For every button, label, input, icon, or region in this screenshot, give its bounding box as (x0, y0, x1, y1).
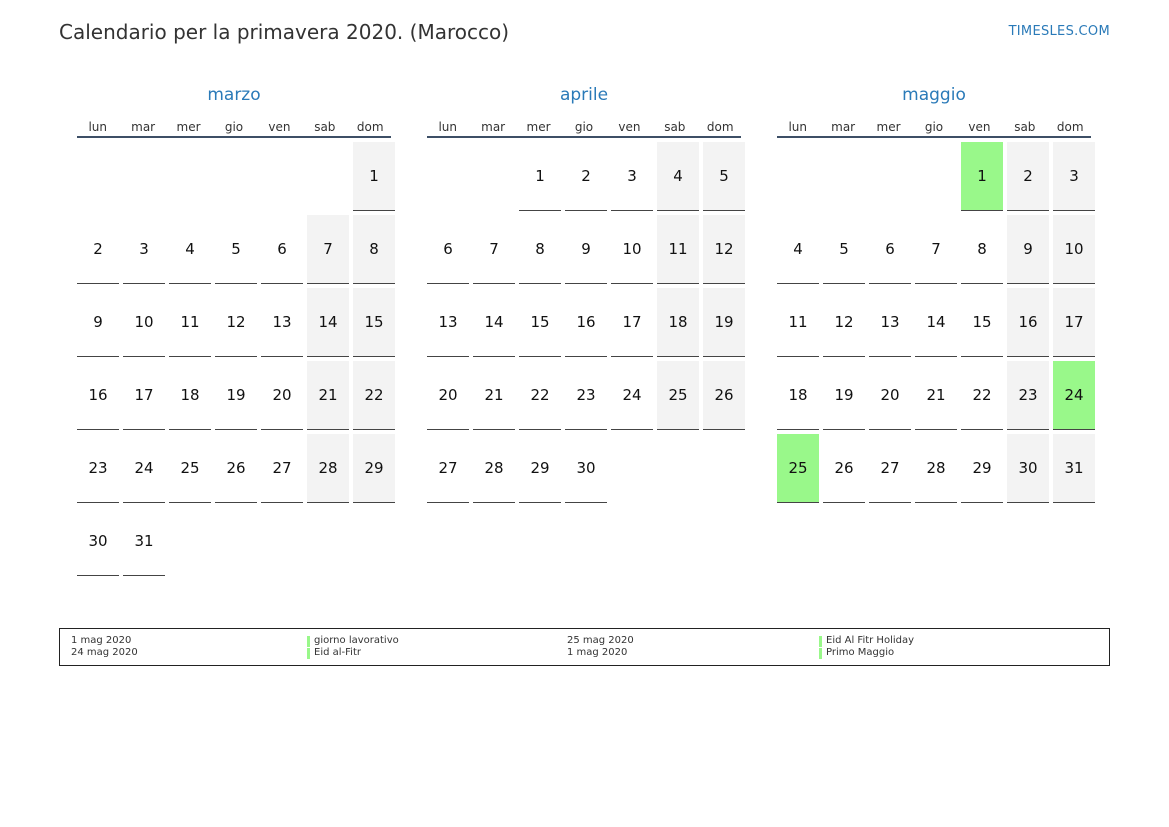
day-cell: 16 (565, 288, 607, 357)
day-cell: 22 (961, 361, 1003, 430)
empty-cell (869, 142, 911, 211)
day-cell: 4 (657, 142, 699, 211)
day-cell: 2 (1007, 142, 1049, 211)
weekday-label: ven (268, 120, 291, 134)
day-cell: 24 (611, 361, 653, 430)
day-cell: 28 (915, 434, 957, 503)
weekday-label: dom (356, 120, 384, 134)
day-cell: 4 (777, 215, 819, 284)
day-cell: 10 (1053, 215, 1095, 284)
day-cell: 3 (611, 142, 653, 211)
day-cell: 17 (1053, 288, 1095, 357)
weekday-label: sab (664, 120, 686, 134)
day-cell: 15 (961, 288, 1003, 357)
day-cell: 27 (261, 434, 303, 503)
day-cell: 6 (261, 215, 303, 284)
empty-cell (427, 142, 469, 211)
day-cell: 4 (169, 215, 211, 284)
weekday-label: mer (176, 120, 201, 134)
day-cell: 17 (123, 361, 165, 430)
day-cell: 11 (169, 288, 211, 357)
day-cell: 10 (611, 215, 653, 284)
day-cell: 30 (1007, 434, 1049, 503)
day-cell: 3 (1053, 142, 1095, 211)
day-cell: 9 (1007, 215, 1049, 284)
day-cell: 19 (703, 288, 745, 357)
day-cell: 12 (823, 288, 865, 357)
day-cell: 7 (307, 215, 349, 284)
page-title: Calendario per la primavera 2020. (Marocco) (59, 20, 509, 44)
day-cell: 8 (353, 215, 395, 284)
day-grid (77, 142, 391, 576)
day-cell: 31 (1053, 434, 1095, 503)
empty-cell (473, 142, 515, 211)
holiday-day-cell: 25 (777, 434, 819, 503)
empty-cell (215, 142, 257, 211)
day-cell: 6 (869, 215, 911, 284)
day-cell: 12 (215, 288, 257, 357)
weekday-label: mar (131, 120, 156, 134)
day-cell: 23 (77, 434, 119, 503)
day-cell: 20 (261, 361, 303, 430)
day-cell: 30 (77, 507, 119, 576)
weekday-label: mer (876, 120, 901, 134)
weekday-label: gio (924, 120, 944, 134)
empty-cell (823, 142, 865, 211)
weekday-label: gio (574, 120, 594, 134)
month-marzo (77, 84, 391, 576)
day-cell: 11 (777, 288, 819, 357)
day-cell: 8 (519, 215, 561, 284)
holiday-day-cell: 24 (1053, 361, 1095, 430)
weekday-label: mar (481, 120, 506, 134)
day-cell: 23 (1007, 361, 1049, 430)
empty-cell (307, 142, 349, 211)
day-cell: 1 (353, 142, 395, 211)
month-name: maggio (902, 85, 966, 105)
day-cell: 14 (473, 288, 515, 357)
holiday-legend (59, 628, 1110, 666)
weekday-label: mar (831, 120, 856, 134)
empty-cell (777, 142, 819, 211)
day-cell: 5 (823, 215, 865, 284)
holiday-day-cell: 1 (961, 142, 1003, 211)
legend-name: Eid Al Fitr Holiday (819, 635, 914, 647)
day-cell: 31 (123, 507, 165, 576)
day-cell: 17 (611, 288, 653, 357)
day-cell: 29 (353, 434, 395, 503)
day-cell: 9 (565, 215, 607, 284)
day-cell: 7 (915, 215, 957, 284)
day-cell: 7 (473, 215, 515, 284)
day-cell: 29 (961, 434, 1003, 503)
day-cell: 21 (915, 361, 957, 430)
day-cell: 10 (123, 288, 165, 357)
day-cell: 14 (915, 288, 957, 357)
weekday-label: dom (706, 120, 734, 134)
empty-cell (77, 142, 119, 211)
day-cell: 18 (657, 288, 699, 357)
day-cell: 16 (77, 361, 119, 430)
day-cell: 13 (869, 288, 911, 357)
empty-cell (261, 142, 303, 211)
day-cell: 15 (353, 288, 395, 357)
empty-cell (123, 142, 165, 211)
day-cell: 13 (427, 288, 469, 357)
legend-date: 1 mag 2020 (71, 635, 132, 646)
site-link[interactable]: TIMESLES.COM (1008, 24, 1110, 39)
legend-name: giorno lavorativo (307, 635, 399, 647)
day-cell: 26 (703, 361, 745, 430)
weekday-label: lun (788, 120, 807, 134)
legend-name: Primo Maggio (819, 647, 914, 659)
legend-names-left (307, 635, 399, 659)
day-cell: 18 (169, 361, 211, 430)
day-cell: 26 (823, 434, 865, 503)
month-maggio (777, 84, 1091, 503)
day-cell: 16 (1007, 288, 1049, 357)
day-cell: 21 (307, 361, 349, 430)
weekday-label: ven (968, 120, 991, 134)
day-cell: 13 (261, 288, 303, 357)
day-cell: 28 (473, 434, 515, 503)
day-cell: 27 (427, 434, 469, 503)
day-cell: 26 (215, 434, 257, 503)
day-cell: 19 (215, 361, 257, 430)
weekday-header (77, 112, 391, 138)
legend-date: 25 mag 2020 (567, 635, 634, 646)
day-cell: 29 (519, 434, 561, 503)
day-cell: 2 (77, 215, 119, 284)
day-cell: 12 (703, 215, 745, 284)
day-cell: 27 (869, 434, 911, 503)
day-cell: 14 (307, 288, 349, 357)
empty-cell (915, 142, 957, 211)
weekday-label: sab (1014, 120, 1036, 134)
weekday-label: mer (526, 120, 551, 134)
legend-names-right (819, 635, 914, 659)
day-cell: 5 (703, 142, 745, 211)
weekday-label: gio (224, 120, 244, 134)
day-cell: 5 (215, 215, 257, 284)
legend-date: 1 mag 2020 (567, 647, 628, 658)
weekday-header (777, 112, 1091, 138)
day-cell: 1 (519, 142, 561, 211)
day-cell: 23 (565, 361, 607, 430)
day-cell: 6 (427, 215, 469, 284)
day-grid (427, 142, 741, 503)
day-cell: 22 (519, 361, 561, 430)
weekday-label: lun (88, 120, 107, 134)
day-cell: 20 (869, 361, 911, 430)
legend-name: Eid al-Fitr (307, 647, 399, 659)
day-cell: 15 (519, 288, 561, 357)
day-cell: 25 (169, 434, 211, 503)
day-cell: 3 (123, 215, 165, 284)
day-cell: 9 (77, 288, 119, 357)
day-cell: 2 (565, 142, 607, 211)
day-cell: 22 (353, 361, 395, 430)
legend-date: 24 mag 2020 (71, 647, 138, 658)
weekday-label: sab (314, 120, 336, 134)
day-cell: 30 (565, 434, 607, 503)
day-cell: 21 (473, 361, 515, 430)
day-cell: 25 (657, 361, 699, 430)
weekday-label: dom (1056, 120, 1084, 134)
day-cell: 24 (123, 434, 165, 503)
empty-cell (169, 142, 211, 211)
day-cell: 20 (427, 361, 469, 430)
month-aprile (427, 84, 741, 503)
day-cell: 19 (823, 361, 865, 430)
day-grid (777, 142, 1091, 503)
legend-dates-left (71, 635, 138, 659)
month-name: marzo (207, 85, 261, 105)
weekday-label: ven (618, 120, 641, 134)
day-cell: 18 (777, 361, 819, 430)
day-cell: 11 (657, 215, 699, 284)
day-cell: 28 (307, 434, 349, 503)
weekday-header (427, 112, 741, 138)
weekday-label: lun (438, 120, 457, 134)
legend-dates-right (567, 635, 634, 659)
day-cell: 8 (961, 215, 1003, 284)
month-name: aprile (559, 85, 609, 105)
